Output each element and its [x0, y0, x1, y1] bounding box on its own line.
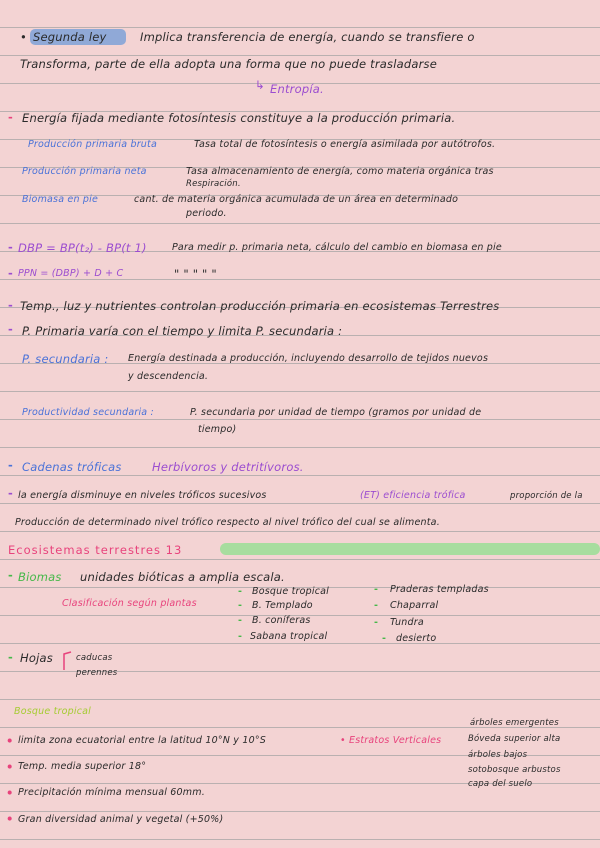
dash-marker: - — [8, 458, 13, 472]
cadenas-term: Cadenas tróficas — [22, 460, 122, 474]
dash-marker: - — [8, 486, 13, 500]
biome-left-0: Bosque tropical — [252, 586, 329, 597]
neta-term: Producción primaria neta — [22, 166, 147, 177]
bosque-item-3: Gran diversidad animal y vegetal (+50%) — [18, 814, 224, 825]
bosque-tropical-title: Bosque tropical — [14, 706, 91, 717]
dash-marker: • — [6, 734, 14, 748]
ppn-formula: PPN = (DBP) + D + C — [18, 268, 124, 279]
biome-right-2: Tundra — [390, 617, 424, 628]
dbp-formula: DBP = BP(t₂) - BP(t 1) — [18, 241, 147, 255]
hojas-item-0: caducas — [76, 653, 113, 663]
bosque-item-2: Precipitación mínima mensual 60mm. — [18, 787, 205, 798]
energia-disminuye-small: proporción de la — [510, 491, 583, 501]
biomasa-text: cant. de materia orgánica acumulada de un área en determinado — [134, 194, 459, 205]
segunda-ley-text-2: Transforma, parte de ella adopta una forma que no puede trasladarse — [20, 57, 438, 71]
productividad-term: Productividad secundaria : — [22, 407, 154, 418]
bracket-icon — [60, 650, 74, 674]
estrato-2: árboles bajos — [468, 750, 528, 760]
productividad-text-2: tiempo) — [198, 424, 237, 435]
clasificacion-label: Clasificación según plantas — [62, 598, 197, 609]
dash-marker: - — [382, 633, 387, 644]
bosque-item-1: Temp. media superior 18° — [18, 761, 147, 772]
segunda-ley-text: Implica transferencia de energía, cuando se transfiere o — [140, 30, 475, 44]
energia-disminuye: la energía disminuye en niveles tróficos sucesivos — [18, 490, 267, 501]
eficiencia-trofica: (ET) eficiencia trófica — [360, 490, 466, 501]
biomas-term: Biomas — [18, 570, 62, 584]
biome-left-1: B. Templado — [252, 600, 313, 611]
biome-left-3: Sabana tropical — [250, 631, 328, 642]
entropia-label: Entropía. — [270, 82, 324, 96]
dash-marker: - — [8, 298, 13, 312]
neta-text-2: Respiración. — [186, 179, 241, 189]
dash-marker: • — [6, 812, 14, 826]
dash-marker: - — [374, 600, 379, 611]
estrato-3: sotobosque arbustos — [468, 765, 561, 775]
biomasa-text-2: periodo. — [186, 208, 227, 219]
biome-right-3: desierto — [396, 633, 437, 644]
estratos-label: • Estratos Verticales — [340, 735, 442, 746]
temp-line: Temp., luz y nutrientes controlan producción primaria en ecosistemas Terrestres — [20, 299, 500, 313]
dbp-text: Para medir p. primaria neta, cálculo del cambio en biomasa en pie — [172, 242, 502, 253]
dash-marker: • — [6, 786, 14, 800]
dash-marker: - — [8, 322, 13, 336]
dash-marker: - — [8, 240, 13, 254]
hojas-item-1: perennes — [76, 668, 118, 678]
arrow-icon: ↳ — [255, 78, 265, 92]
hojas-term: Hojas — [20, 651, 53, 665]
bruta-text: Tasa total de fotosíntesis o energía asimilada por autótrofos. — [194, 139, 496, 150]
dash-marker: - — [238, 631, 243, 642]
cadenas-text: Herbívoros y detritívoros. — [152, 460, 304, 474]
estrato-0: árboles emergentes — [470, 718, 559, 728]
productividad-text: P. secundaria por unidad de tiempo (gramos por unidad de — [190, 407, 482, 418]
biome-left-2: B. coníferas — [252, 615, 311, 626]
p-primaria-line: P. Primaria varía con el tiempo y limita P. secundaria : — [22, 324, 343, 338]
ditto-marks: " " " " " — [174, 267, 217, 281]
section-divider-highlight — [220, 543, 600, 555]
dash-marker: - — [374, 584, 379, 595]
p-secundaria-text-2: y descendencia. — [128, 371, 209, 382]
dash-marker: - — [8, 110, 13, 124]
dash-marker: - — [8, 650, 13, 664]
energia-disminuye-2: Producción de determinado nivel trófico respecto al nivel trófico del cual se alimenta. — [15, 517, 440, 528]
dash-marker: - — [238, 615, 243, 626]
bosque-item-0: limita zona ecuatorial entre la latitud 10°N y 10°S — [18, 735, 267, 746]
p-secundaria-term: P. secundaria : — [22, 352, 109, 366]
bruta-term: Producción primaria bruta — [28, 139, 157, 150]
dash-marker: - — [8, 266, 13, 280]
estrato-1: Bóveda superior alta — [468, 734, 561, 744]
energia-fijada: Energía fijada mediante fotosíntesis constituye a la producción primaria. — [22, 111, 456, 125]
dash-marker: - — [374, 617, 379, 628]
dash-marker: • — [6, 760, 14, 774]
section-title: Ecosistemas terrestres 13 — [8, 543, 183, 557]
biome-right-0: Praderas templadas — [390, 584, 489, 595]
estrato-4: capa del suelo — [468, 779, 533, 789]
dash-marker: - — [238, 600, 243, 611]
dash-marker: - — [238, 586, 243, 597]
biomas-text: unidades bióticas a amplia escala. — [80, 570, 285, 584]
segunda-ley-term: Segunda ley — [33, 30, 107, 44]
biomasa-term: Biomasa en pie — [22, 194, 99, 205]
dash-marker: - — [8, 568, 13, 582]
neta-text: Tasa almacenamiento de energía, como materia orgánica tras — [186, 166, 494, 177]
biome-right-1: Chaparral — [390, 600, 439, 611]
p-secundaria-text: Energía destinada a producción, incluyendo desarrollo de tejidos nuevos — [128, 353, 489, 364]
bullet: • — [20, 30, 27, 44]
